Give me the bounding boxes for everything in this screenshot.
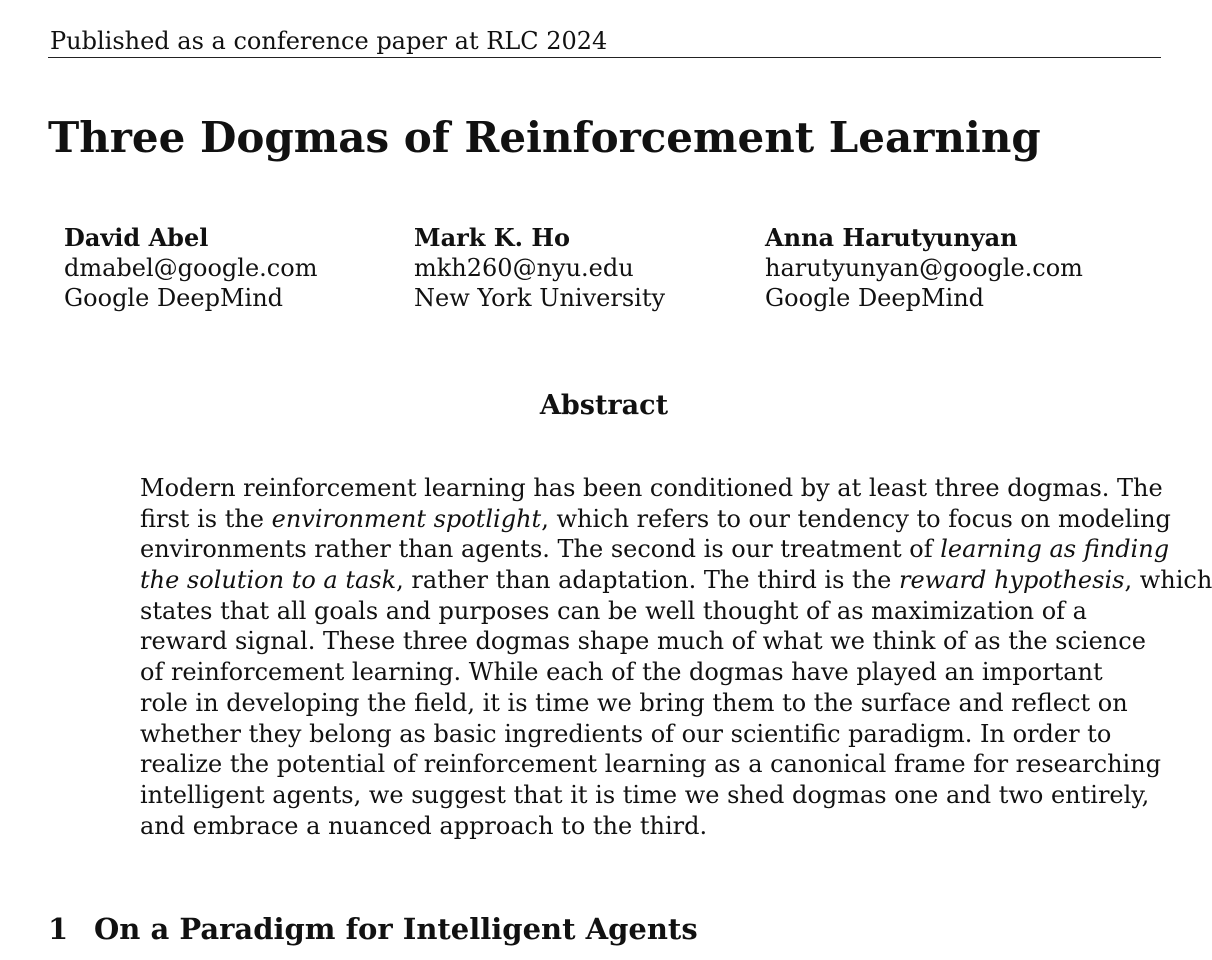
abstract-italic-term: the solution to a task	[140, 566, 397, 595]
abstract-text-run: , rather than adaptation. The third is the	[396, 566, 899, 595]
abstract-text-run: first is the	[140, 504, 272, 533]
abstract-text-run: Modern reinforcement learning has been conditioned by at least three dogmas. The	[140, 474, 1163, 502]
author-name: David Abel	[64, 223, 209, 252]
abstract-text-run: intelligent agents, we suggest that it is time we shed dogmas one and two entirely,	[140, 780, 1150, 809]
section-heading	[48, 911, 698, 947]
abstract-heading: Abstract	[539, 390, 669, 421]
abstract-text-run: , which refers to our tendency to focus on modeling	[541, 504, 1171, 533]
abstract-line	[140, 504, 1171, 535]
abstract-text-run: and embrace a nuanced approach to the third.	[140, 811, 708, 840]
paper-title: Three Dogmas of Reinforcement Learning	[48, 113, 1041, 162]
abstract-italic-term: reward hypothesis	[899, 566, 1125, 595]
abstract-line	[140, 473, 1163, 504]
abstract-text-run: of reinforcement learning. While each of the dogmas have played an important	[140, 658, 1103, 687]
abstract-text-run: realize the potential of reinforcement learning as a canonical frame for researching	[140, 750, 1162, 779]
abstract-line	[140, 626, 1146, 657]
abstract-line	[140, 534, 1170, 565]
abstract-body	[140, 473, 1212, 841]
author-email: dmabel@google.com	[64, 254, 318, 282]
author-block	[414, 223, 665, 313]
abstract-line	[140, 565, 1212, 596]
abstract-italic-term: learning as finding	[940, 535, 1170, 564]
running-head: Published as a conference paper at RLC 2024	[50, 27, 608, 55]
abstract-line	[140, 688, 1128, 719]
author-name: Mark K. Ho	[414, 223, 570, 252]
abstract-line	[140, 596, 1087, 627]
author-block	[64, 223, 317, 313]
author-affiliation: Google DeepMind	[765, 284, 985, 312]
abstract-text-run: reward signal. These three dogmas shape much of what we think of as the science	[140, 627, 1146, 656]
abstract-line	[140, 811, 1070, 842]
abstract-line	[140, 749, 1162, 780]
abstract-text-run: whether they belong as basic ingredients of our scientific paradigm. In order to	[140, 719, 1112, 748]
abstract-italic-term: environment spotlight	[271, 504, 542, 533]
abstract-line	[140, 657, 1103, 688]
section-title: On a Paradigm for Intelligent Agents	[94, 912, 698, 946]
abstract-text-run: environments rather than agents. The second is our treatment of	[140, 535, 941, 564]
abstract-text-run: role in developing the field, it is time we bring them to the surface and reflect on	[140, 688, 1128, 717]
section-number: 1	[48, 912, 69, 946]
abstract-line	[140, 780, 1150, 811]
abstract-text-run: , which	[1124, 566, 1212, 595]
author-affiliation: Google DeepMind	[64, 284, 284, 312]
abstract-text-run: states that all goals and purposes can be well thought of as maximization of a	[140, 596, 1087, 625]
author-block	[765, 223, 1083, 313]
abstract-line	[140, 719, 1112, 750]
author-email: mkh260@nyu.edu	[414, 254, 634, 282]
header-rule	[48, 57, 1161, 58]
author-email: harutyunyan@google.com	[765, 254, 1083, 282]
author-name: Anna Harutyunyan	[765, 223, 1018, 252]
author-affiliation: New York University	[414, 284, 666, 312]
